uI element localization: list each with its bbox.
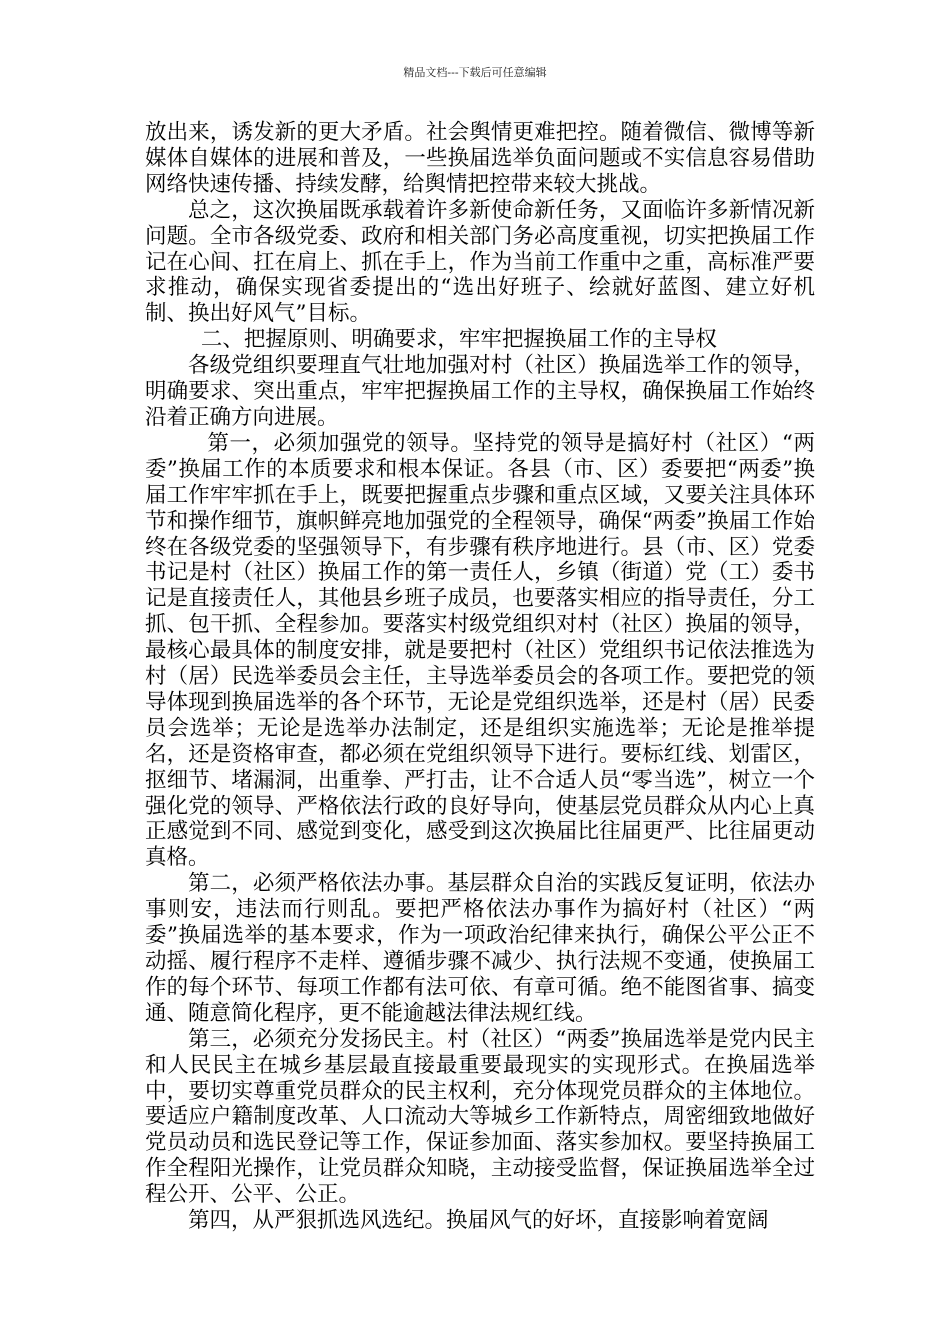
paragraph-point-2: 第二，必须严格依法办事。基层群众自治的实践反复证明，依法办事则安，违法而行则乱。要把严格依法办事作为搞好村（社区）“两委”换届选举的基本要求，作为一项政治纪律来执行，确保公平公正不动摇、履行程序不走样、遵循步骤不减少、执行法规不变通，使换届工作的每个环节、每项工作都有法可依、有章可循。绝不能图省事、搞变通、随意简化程序，更不能逾越法律法规红线。 [145, 871, 815, 1026]
paragraph-point-4: 第四，从严狠抓选风选纪。换届风气的好坏，直接影响着宽阔 [188, 1208, 769, 1234]
paragraph-summary: 总之，这次换届既承载着许多新使命新任务，又面临许多新情况新问题。全市各级党委、政府和相关部门务必高度重视，切实把换届工作记在心间、扛在肩上、抓在手上，作为当前工作重中之重，高标准严要求推动，确保实现省委提出的“选出好班子、绘就好蓝图、建立好机制、换出好风气”目标。 [145, 197, 815, 327]
paragraph-point-3: 第三，必须充分发扬民主。村（社区）“两委”换届选举是党内民主和人民民主在城乡基层最直接最重要最现实的实现形式。在换届选举中，要切实尊重党员群众的民主权利，充分体现党员群众的主体地位。要适应户籍制度改革、人口流动大等城乡工作新特点，周密细致地做好党员动员和选民登记等工作，保证参加面、落实参加权。要坚持换届工作全程阳光操作，让党员群众知晓，主动接受监督，保证换届选举全过程公开、公平、公正。 [145, 1026, 815, 1208]
page-header: 精品文档---下载后可任意编辑 [403, 66, 547, 79]
document-body [145, 120, 815, 1234]
paragraph-intro: 各级党组织要理直气壮地加强对村（社区）换届选举工作的领导，明确要求、突出重点，牢牢把握换届工作的主导权，确保换届工作始终沿着正确方向进展。 [145, 353, 815, 430]
paragraph-point-1: 第一，必须加强党的领导。坚持党的领导是搞好村（社区）“两委”换届工作的本质要求和根本保证。各县（市、区）委要把“两委”换届工作牢牢抓在手上，既要把握重点步骤和重点区域，又要关注具体环节和操作细节，旗帜鲜亮地加强党的全程领导，确保“两委”换届工作始终在各级党委的坚强领导下，有步骤有秩序地进行。县（市、区）党委书记是村（社区）换届工作的第一责任人，乡镇（街道）党（工）委书记是直接责任人，其他县乡班子成员，也要落实相应的指导责任，分工抓、包干抓、全程参加。要落实村级党组织对村（社区）换届的领导，最核心最具体的制度安排，就是要把村（社区）党组织书记依法推选为村（居）民选举委员会主任，主导选举委员会的各项工作。要把党的领导体现到换届选举的各个环节，无论是党组织选举，还是村（居）民委员会选举；无论是选举办法制定，还是组织实施选举；无论是推举提名，还是资格审查，都必须在党组织领导下进行。要标红线、划雷区，抠细节、堵漏洞，出重拳、严打击，让不合适人员“零当选”，树立一个强化党的领导、严格依法行政的良好导向，使基层党员群众从内心上真正感觉到不同、感觉到变化，感受到这次换届比往届更严、比往届更动真格。 [145, 430, 815, 871]
paragraph-continued: 放出来，诱发新的更大矛盾。社会舆情更难把控。随着微信、微博等新媒体自媒体的进展和普及，一些换届选举负面问题或不实信息容易借助网络快速传播、持续发酵，给舆情把控带来较大挑战。 [145, 120, 815, 197]
section-heading: 二、把握原则、明确要求，牢牢把握换届工作的主导权 [200, 327, 717, 353]
